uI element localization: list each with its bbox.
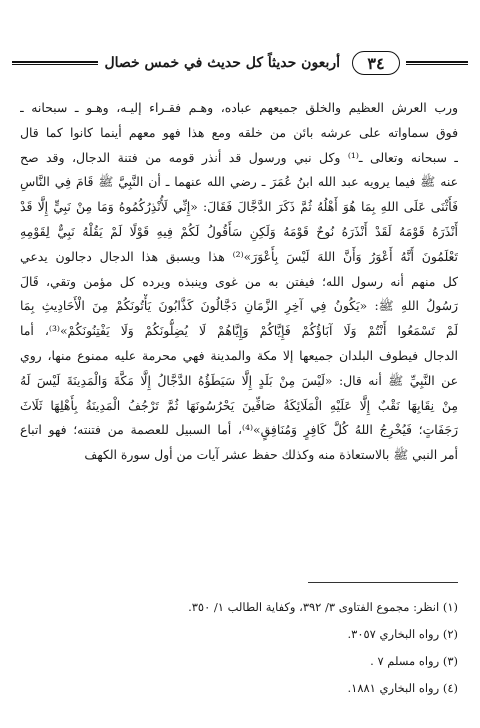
text-line: تَعْلَمُونَ أَنَّهُ أَعْوَرُ وَأَنَّ اللهَ لَيْسَ بِأَعْوَرَ»⁽²⁾ هذا ويسبق هذا الدجال دجالون يدعي — [20, 248, 458, 264]
text-line: ـ سبحانه وتعالى ـ⁽¹⁾ وكل نبي ورسول قد أنذر قومه من فتنة الدجال، وقد صح — [20, 149, 458, 165]
footnote-separator — [308, 582, 458, 583]
text-line: رَجَفَاتٍ؛ فَيُخْرِجُ اللهُ كُلَّ كَافِرٍ وَمُنَافِقٍ»⁽⁴⁾، أما السبيل للعصمة من فتنته؛ فهو اتباع — [20, 422, 458, 438]
text-line: رَسُولُ اللهِ ﷺ: «يَكُونُ فِي آخِرِ الزَّمَانِ دَجَّالُونَ كَذَّابُونَ يَأْتُونَكُمْ مِنَ الْأَحَادِيثِ بِمَا — [20, 298, 458, 314]
running-title: أربعون حديثاً كل حديث في خمس خصال — [104, 55, 340, 71]
footnotes — [20, 594, 458, 702]
text-line: عنه ﷺ فيما يرويه عبد الله ابنُ عُمَرَ ـ رضي الله عنهما ـ أن النَّبِيَّ ﷺ قَامَ فِي النَّاسِ — [20, 174, 458, 190]
text-line: عن النَّبِيِّ ﷺ أنه قال: «لَيْسَ مِنْ بَلَدٍ إِلَّا سَيَطَؤُهُ الدَّجَّالُ إِلَّا مَكَّةَ وَالْمَدِينَةَ لَيْسَ لَهُ — [20, 372, 458, 388]
header-rule-left — [12, 61, 98, 65]
text-line: فوق سماواته على عرشه بائن من خلقه ومع هذا فهو معهم أينما كانوا كما قال — [20, 124, 458, 140]
footnote-item: (٤) رواه البخاري ١٨٨١. — [347, 681, 458, 695]
page-number: ٣٤ — [352, 51, 400, 75]
text-line: مِنْ نِقَابِهَا نَقْبٌ إِلَّا عَلَيْهِ الْمَلَائِكَةُ صَافِّينَ يَحْرُسُونَهَا ثُمَّ تَرْجُفُ الْمَدِينَةُ بِأَهْلِهَا ثَلَاثَ — [20, 397, 458, 413]
main-text — [20, 96, 458, 468]
text-line: فَأَثْنَى عَلَى اللهِ بِمَا هُوَ أَهْلُهُ ثُمَّ ذَكَرَ الدَّجَّالَ فَقَالَ: «إِنِّي لَأُنْذِرُكُمُوهُ وَمَا مِنْ نَبِيٍّ إِلَّا قَدْ — [20, 199, 458, 215]
footnote-item: (٣) رواه مسلم ٧ . — [370, 654, 458, 668]
footnote-item: (٢) رواه البخاري ٣٠٥٧. — [347, 627, 458, 641]
text-line: لَمْ تَسْمَعُوا أَنْتُمْ وَلَا آبَاؤُكُمْ فَإِيَّاكُمْ وَإِيَّاهُمْ لَا يُضِلُّونَكُمْ وَلَا يَفْتِنُونَكُمْ»⁽³⁾، أما — [20, 323, 458, 339]
footnote-item: (١) انظر: مجموع الفتاوى ٣/ ٣٩٢، وكفاية الطالب ١/ ٣٥٠. — [188, 600, 458, 614]
text-line: أَنْذَرَهُ قَوْمَهُ لَقَدْ أَنْذَرَهُ نُوحٌ قَوْمَهُ وَلَكِنِ سَأَقُولُ لَكُمْ فِيهِ قَوْلًا لَمْ يَقُلْهُ نَبِيٌّ لِقَوْمِهِ — [20, 223, 458, 239]
header-rule-right — [406, 61, 468, 65]
text-line: كل منهم أنه رسول الله؛ فيفتن به من غوى وينبذه ويرده كل مؤمن وتقي، قَالَ — [20, 273, 458, 289]
page-header — [12, 48, 468, 78]
text-line: ورب العرش العظيم والخلق جميعهم عباده، وهـم فقـراء إليـه، وهـو ـ سبحانه ـ — [20, 100, 458, 115]
text-line: أمر النبي ﷺ بالاستعاذة منه وكذلك حفظ عشر آيات من أول سورة الكهف — [84, 447, 458, 463]
text-line: الدجال فيطوف البلدان جميعها إلا مكة والمدينة فهي محرمة عليه ممنوع منها، روي — [20, 347, 458, 363]
